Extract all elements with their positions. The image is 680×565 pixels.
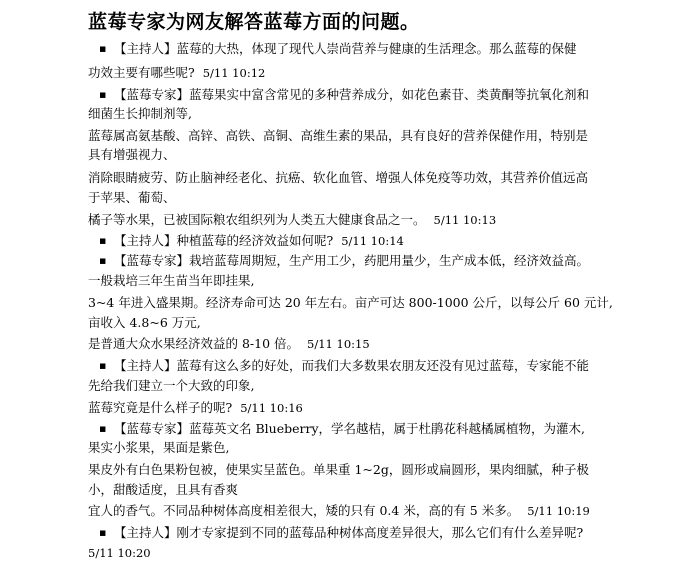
entry-line: 亩收入 4.8~6 万元, [88, 315, 201, 330]
entry-line: 蓝莓属高氨基酸、高锌、高铁、高铜、高维生素的果品，具有良好的营养保健作用，特别是 [88, 128, 589, 143]
entry-line: 小，甜酸适度，且具有香爽 [88, 482, 239, 497]
entry-line: 一般栽培三年生苗当年即挂果, [88, 273, 255, 288]
bullet-icon: ▪ [99, 359, 107, 372]
entry-line: 功效主要有哪些呢? 5/11 10:12 [88, 65, 266, 80]
entry-line: 细菌生长抑制剂等, [88, 106, 192, 121]
entry-line: 【主持人】刚才专家提到不同的蓝莓品种树体高度差异很大，那么它们有什么差异呢? [114, 525, 584, 540]
entry-line: 橘子等水果，已被国际粮农组织列为人类五大健康食品之一。 5/11 10:13 [88, 212, 497, 227]
timestamp: 5/11 10:19 [527, 504, 590, 518]
timestamp: 5/11 10:20 [88, 546, 151, 560]
entry-line: 【蓝莓专家】栽培蓝莓周期短，生产用工少，药肥用量少，生产成本低，经济效益高。 [114, 253, 590, 268]
entry-line [88, 544, 151, 562]
entry-line: 【主持人】蓝莓的大热，体现了现代人崇尚营养与健康的生活理念。那么蓝莓的保健 [114, 41, 577, 56]
timestamp: 5/11 10:16 [240, 401, 303, 415]
entry-line: 【蓝莓专家】蓝莓英文名 Blueberry，学名越桔，属于杜鹃花科越橘属植物，为灌木, [114, 421, 585, 436]
entry-line: 【主持人】蓝莓有这么多的好处，而我们大多数果农朋友还没有见过蓝莓，专家能不能 [114, 358, 590, 373]
entry-line: 先给我们建立一个大致的印象, [88, 378, 255, 393]
page-title: 蓝莓专家为网友解答蓝莓方面的问题。 [88, 11, 420, 33]
timestamp: 5/11 10:14 [341, 234, 404, 248]
entry-line: 3~4 年进入盛果期。经济寿命可达 20 年左右。亩产可达 800-1000 公斤，以每公斤 60 元计, [88, 295, 613, 310]
entry-line: 于苹果、葡萄、 [88, 190, 176, 205]
bullet-icon: ▪ [99, 254, 107, 267]
entry-line: 是普通大众水果经济效益的 8-10 倍。 5/11 10:15 [88, 336, 370, 351]
bullet-icon: ▪ [99, 88, 107, 101]
entry-line: 果皮外有白色果粉包被，使果实呈蓝色。单果重 1~2g，圆形或扁圆形，果肉细腻，种子极 [88, 462, 589, 477]
entry-line: 宜人的香气。不同品种树体高度相差很大，矮的只有 0.4 米，高的有 5 米多。 5/11 10:19 [88, 503, 590, 518]
entry-line: 果实小浆果，果面是紫色, [88, 440, 230, 455]
entry-line: 具有增强视力、 [88, 147, 176, 162]
entry-line: 【蓝莓专家】蓝莓果实中富含常见的多种营养成分，如花色素苷、类黄酮等抗氧化剂和 [114, 87, 590, 102]
timestamp: 5/11 10:13 [433, 213, 497, 227]
bullet-icon: ▪ [99, 422, 107, 435]
entry-line: 【主持人】种植蓝莓的经济效益如何呢? 5/11 10:14 [114, 233, 404, 248]
timestamp: 5/11 10:12 [202, 66, 266, 80]
timestamp: 5/11 10:15 [307, 337, 370, 351]
bullet-icon: ▪ [99, 42, 107, 55]
entry-line: 消除眼睛疲劳、防止脑神经老化、抗癌、软化血管、增强人体免疫等功效，其营养价值远高 [88, 170, 589, 185]
entry-line: 蓝莓究竟是什么样子的呢? 5/11 10:16 [88, 400, 303, 415]
bullet-icon: ▪ [99, 234, 107, 247]
bullet-icon: ▪ [99, 526, 107, 539]
